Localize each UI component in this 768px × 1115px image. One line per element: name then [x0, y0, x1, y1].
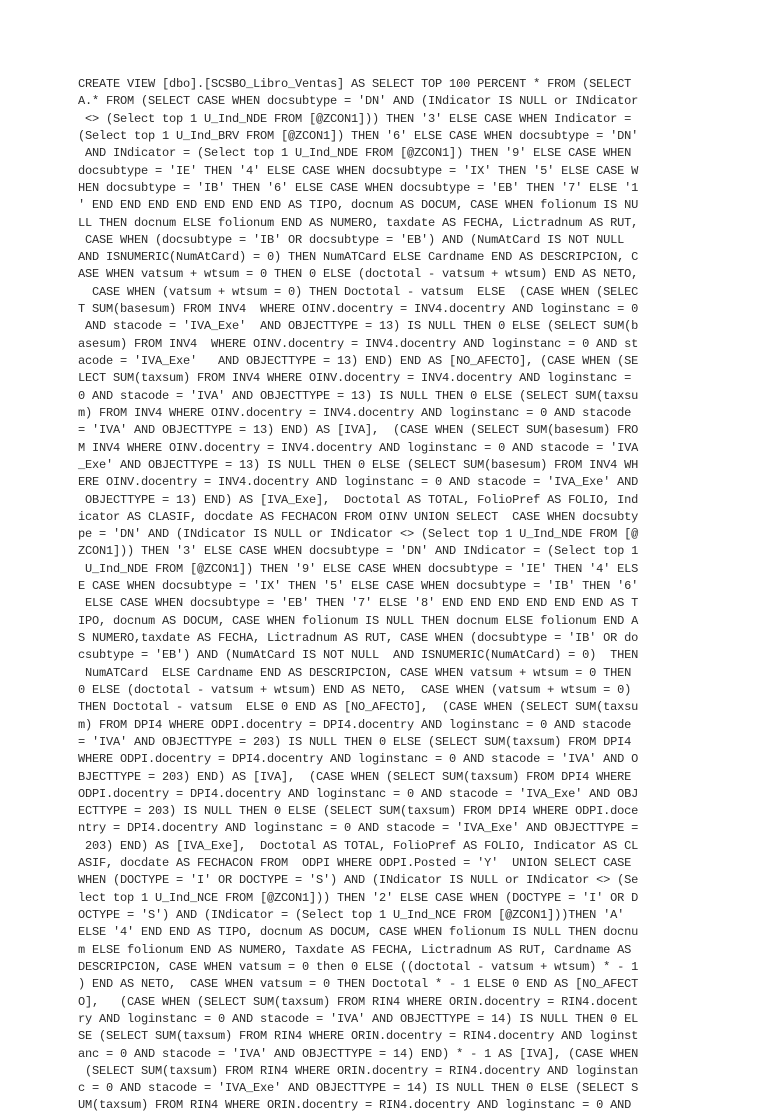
code-line: UM(taxsum) FROM RIN4 WHERE ORIN.docentry = RIN4.docentry AND loginstanc = 0 AND	[78, 1098, 632, 1113]
code-line: acode = 'IVA_Exe' AND OBJECTTYPE = 13) END) END AS [NO_AFECTO], (CASE WHEN (SE	[78, 354, 639, 368]
code-line: 203) END) AS [IVA_Exe], Doctotal AS TOTAL, FolioPref AS FOLIO, Indicator AS CL	[78, 838, 639, 853]
code-line: lect top 1 U_Ind_NCE FROM [@ZCON1])) THEN '2' ELSE CASE WHEN (DOCTYPE = 'I' OR D	[78, 890, 639, 905]
code-line: CASE WHEN (docsubtype = 'IB' OR docsubtype = 'EB') AND (NumAtCard IS NOT NULL	[78, 232, 625, 247]
code-line: ODPI.docentry = DPI4.docentry AND loginstanc = 0 AND stacode = 'IVA_Exe' AND OBJ	[78, 786, 639, 801]
code-line: IPO, docnum AS DOCUM, CASE WHEN folionum IS NULL THEN docnum ELSE folionum END A	[78, 613, 639, 628]
code-line: m) FROM INV4 WHERE OINV.docentry = INV4.docentry AND loginstanc = 0 AND stacode	[78, 405, 632, 420]
code-line: NumATCard ELSE Cardname END AS DESCRIPCION, CASE WHEN vatsum + wtsum = 0 THEN	[78, 665, 632, 680]
code-line: WHERE ODPI.docentry = DPI4.docentry AND loginstanc = 0 AND stacode = 'IVA' AND O	[78, 752, 639, 767]
code-line: ELSE CASE WHEN docsubtype = 'EB' THEN '7' ELSE '8' END END END END END END AS T	[78, 596, 639, 611]
code-line: HEN docsubtype = 'IB' THEN '6' ELSE CASE WHEN docsubtype = 'EB' THEN '7' ELSE '1	[78, 180, 639, 195]
code-line: csubtype = 'EB') AND (NumAtCard IS NOT NULL AND ISNUMERIC(NumAtCard) = 0) THEN	[78, 648, 639, 663]
code-line: asesum) FROM INV4 WHERE OINV.docentry = INV4.docentry AND loginstanc = 0 AND st	[78, 336, 639, 351]
code-line: (SELECT SUM(taxsum) FROM RIN4 WHERE ORIN.docentry = RIN4.docentry AND loginstan	[78, 1063, 639, 1078]
code-line: T SUM(basesum) FROM INV4 WHERE OINV.docentry = INV4.docentry AND loginstanc = 0	[78, 302, 639, 317]
code-line: WHEN (DOCTYPE = 'I' OR DOCTYPE = 'S') AND (INdicator IS NULL or INdicator <> (Se	[78, 873, 639, 888]
code-line: ) END AS NETO, CASE WHEN vatsum = 0 THEN Doctotal * - 1 ELSE 0 END AS [NO_AFECT	[78, 977, 639, 992]
code-line: BJECTTYPE = 203) END) AS [IVA], (CASE WHEN (SELECT SUM(taxsum) FROM DPI4 WHERE	[78, 769, 632, 784]
code-line: CASE WHEN (vatsum + wtsum = 0) THEN Doctotal - vatsum ELSE (CASE WHEN (SELEC	[78, 284, 639, 299]
code-line: c = 0 AND stacode = 'IVA_Exe' AND OBJECTTYPE = 14) IS NULL THEN 0 ELSE (SELECT S	[78, 1081, 639, 1096]
code-line: = 'IVA' AND OBJECTTYPE = 13) END) AS [IVA], (CASE WHEN (SELECT SUM(basesum) FRO	[78, 423, 639, 438]
code-line: anc = 0 AND stacode = 'IVA' AND OBJECTTYPE = 14) END) * - 1 AS [IVA], (CASE WHEN	[78, 1046, 639, 1061]
code-line: _Exe' AND OBJECTTYPE = 13) IS NULL THEN 0 ELSE (SELECT SUM(basesum) FROM INV4 WH	[78, 457, 639, 472]
code-line: SE (SELECT SUM(taxsum) FROM RIN4 WHERE ORIN.docentry = RIN4.docentry AND loginst	[78, 1029, 639, 1044]
code-line: CREATE VIEW [dbo].[SCSBO_Libro_Ventas] AS SELECT TOP 100 PERCENT * FROM (SELECT	[78, 77, 632, 91]
code-line: U_Ind_NDE FROM [@ZCON1]) THEN '9' ELSE CASE WHEN docsubtype = 'IE' THEN '4' ELS	[78, 561, 639, 576]
code-line: m ELSE folionum END AS NUMERO, Taxdate AS FECHA, Lictradnum AS RUT, Cardname AS	[78, 942, 632, 957]
code-line: 0 ELSE (doctotal - vatsum + wtsum) END AS NETO, CASE WHEN (vatsum + wtsum = 0)	[78, 682, 632, 697]
code-line: AND stacode = 'IVA_Exe' AND OBJECTTYPE = 13) IS NULL THEN 0 ELSE (SELECT SUM(b	[78, 319, 639, 334]
code-line: 0 AND stacode = 'IVA' AND OBJECTTYPE = 13) IS NULL THEN 0 ELSE (SELECT SUM(taxsu	[78, 388, 639, 403]
code-line: (Select top 1 U_Ind_BRV FROM [@ZCON1]) THEN '6' ELSE CASE WHEN docsubtype = 'DN'	[78, 128, 639, 143]
code-line: OCTYPE = 'S') AND (INdicator = (Select top 1 U_Ind_NCE FROM [@ZCON1]))THEN 'A'	[78, 908, 625, 922]
code-line: ECTTYPE = 203) IS NULL THEN 0 ELSE (SELECT SUM(taxsum) FROM DPI4 WHERE ODPI.doce	[78, 804, 639, 819]
sql-code-block	[78, 76, 698, 1115]
code-line: M INV4 WHERE OINV.docentry = INV4.docentry AND loginstanc = 0 AND stacode = 'IVA	[78, 440, 639, 455]
code-line: AND INdicator = (Select top 1 U_Ind_NDE FROM [@ZCON1]) THEN '9' ELSE CASE WHEN	[78, 146, 632, 161]
code-line: docsubtype = 'IE' THEN '4' ELSE CASE WHEN docsubtype = 'IX' THEN '5' ELSE CASE W	[78, 163, 639, 178]
code-line: <> (Select top 1 U_Ind_NDE FROM [@ZCON1])) THEN '3' ELSE CASE WHEN Indicator =	[78, 111, 632, 126]
code-line: ASIF, docdate AS FECHACON FROM ODPI WHERE ODPI.Posted = 'Y' UNION SELECT CASE	[78, 856, 632, 871]
code-line: LL THEN docnum ELSE folionum END AS NUMERO, taxdate AS FECHA, Lictradnum AS RUT,	[78, 215, 639, 230]
code-line: LECT SUM(taxsum) FROM INV4 WHERE OINV.docentry = INV4.docentry AND loginstanc =	[78, 371, 632, 386]
code-line: ntry = DPI4.docentry AND loginstanc = 0 AND stacode = 'IVA_Exe' AND OBJECTTYPE =	[78, 821, 639, 836]
code-line: ZCON1])) THEN '3' ELSE CASE WHEN docsubtype = 'DN' AND INdicator = (Select top 1	[78, 544, 639, 559]
code-line: ' END END END END END END END AS TIPO, docnum AS DOCUM, CASE WHEN folionum IS NU	[78, 198, 639, 213]
code-line: pe = 'DN' AND (INdicator IS NULL or INdicator <> (Select top 1 U_Ind_NDE FROM [@	[78, 527, 639, 542]
code-line: icator AS CLASIF, docdate AS FECHACON FROM OINV UNION SELECT CASE WHEN docsubty	[78, 509, 639, 524]
code-line: ELSE '4' END END AS TIPO, docnum AS DOCUM, CASE WHEN folionum IS NULL THEN docnu	[78, 925, 639, 940]
code-line: = 'IVA' AND OBJECTTYPE = 203) IS NULL THEN 0 ELSE (SELECT SUM(taxsum) FROM DPI4	[78, 734, 632, 749]
code-line: E CASE WHEN docsubtype = 'IX' THEN '5' ELSE CASE WHEN docsubtype = 'IB' THEN '6'	[78, 579, 639, 594]
code-line: A.* FROM (SELECT CASE WHEN docsubtype = 'DN' AND (INdicator IS NULL or INdicator	[78, 94, 639, 109]
code-line: ERE OINV.docentry = INV4.docentry AND loginstanc = 0 AND stacode = 'IVA_Exe' AND	[78, 475, 639, 490]
code-line: S NUMERO,taxdate AS FECHA, Lictradnum AS RUT, CASE WHEN (docsubtype = 'IB' OR do	[78, 631, 639, 645]
code-line: m) FROM DPI4 WHERE ODPI.docentry = DPI4.docentry AND loginstanc = 0 AND stacode	[78, 717, 632, 732]
code-line: AND ISNUMERIC(NumAtCard) = 0) THEN NumATCard ELSE Cardname END AS DESCRIPCION, C	[78, 250, 639, 265]
code-line: DESCRIPCION, CASE WHEN vatsum = 0 then 0 ELSE ((doctotal - vatsum + wtsum) * - 1	[78, 959, 639, 974]
code-line: THEN Doctotal - vatsum ELSE 0 END AS [NO_AFECTO], (CASE WHEN (SELECT SUM(taxsu	[78, 700, 639, 715]
code-line: ASE WHEN vatsum + wtsum = 0 THEN 0 ELSE (doctotal - vatsum + wtsum) END AS NETO,	[78, 267, 639, 282]
code-line: OBJECTTYPE = 13) END) AS [IVA_Exe], Doctotal AS TOTAL, FolioPref AS FOLIO, Ind	[78, 492, 639, 507]
code-line: O], (CASE WHEN (SELECT SUM(taxsum) FROM RIN4 WHERE ORIN.docentry = RIN4.docent	[78, 994, 639, 1009]
code-line: ry AND loginstanc = 0 AND stacode = 'IVA' AND OBJECTTYPE = 14) IS NULL THEN 0 EL	[78, 1011, 639, 1026]
